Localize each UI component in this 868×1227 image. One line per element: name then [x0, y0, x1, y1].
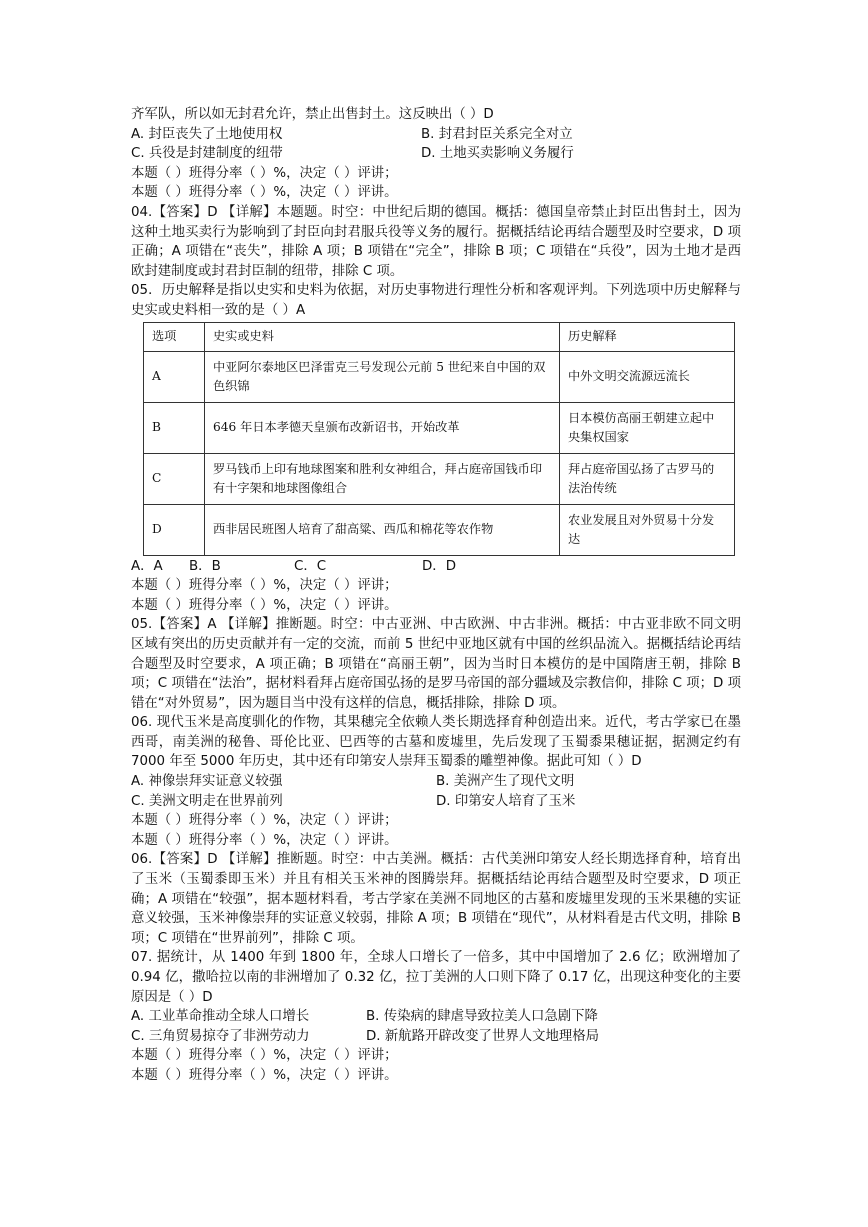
- q07-option-c: C. 三角贸易掠夺了非洲劳动力: [131, 1028, 310, 1044]
- q05-choice-c: C．C: [294, 558, 327, 574]
- q05-row-fact: 646 年日本孝德天皇颁布改新诏书，开始改革: [205, 402, 560, 453]
- q05-stem: 05．历史解释是指以史实和史料为依据，对历史事物进行理性分析和客观评判。下列选项中历史解释与史实或史料相一致的是（ ）A: [131, 283, 741, 318]
- q05-row-option: D: [144, 504, 205, 555]
- table-row: [144, 453, 735, 504]
- q05-row-fact: 西非居民班图人培育了甜高粱、西瓜和棉花等农作物: [205, 504, 560, 555]
- q04-option-c: C. 兵役是封建制度的纽带: [131, 146, 283, 162]
- document-page: [131, 105, 741, 1086]
- q06-stat-line-2: 本题（ ）班得分率（ ）%，决定（ ）评讲。: [131, 832, 398, 848]
- q06-stat-line-1: 本题（ ）班得分率（ ）%，决定（ ）评讲；: [131, 813, 398, 829]
- q07-stat-line-1: 本题（ ）班得分率（ ）%，决定（ ）评讲；: [131, 1048, 398, 1064]
- q05-choice-a: A．A: [131, 558, 163, 574]
- table-row: [144, 504, 735, 555]
- q04-option-b: B. 封君封臣关系完全对立: [421, 126, 573, 142]
- q04-options-row-2: [131, 144, 741, 164]
- q05-row-interp: 拜占庭帝国弘扬了古罗马的法治传统: [560, 453, 735, 504]
- q07-options-row-2: [131, 1027, 741, 1047]
- q06-option-a: A. 神像崇拜实证意义较强: [131, 774, 283, 790]
- q05-header-interp: 历史解释: [560, 322, 735, 351]
- q06-answer: 06.【答案】D 【详解】推断题。时空：中古美洲。概括：古代美洲印第安人经长期选择育种，培育出了玉米（玉蜀黍即玉米）并且有相关玉米神的图腾崇拜。据概括结论再结合题型及时空要求，D 项正确；A 项错在“较强”，据本题材料看，考古学家在美洲不同地区的古墓和废墟里发现的玉米果穗的实证意义较强，玉米神像崇拜的实证意义较弱，排除 A 项；B 项错在“现代”，从材料看是古代文明，排除 B 项；C 项错在“世界前列”，排除 C 项。: [131, 852, 741, 946]
- q05-row-interp: 农业发展且对外贸易十分发达: [560, 504, 735, 555]
- q04-stat-line-1: 本题（ ）班得分率（ ）%，决定（ ）评讲；: [131, 165, 398, 181]
- q06-options-row-2: [131, 792, 741, 812]
- q04-stat-line-2: 本题（ ）班得分率（ ）%，决定（ ）评讲。: [131, 185, 398, 201]
- q05-table-header-row: [144, 322, 735, 351]
- q05-row-fact: 罗马钱币上印有地球图案和胜利女神组合，拜占庭帝国钱币印有十字架和地球图像组合: [205, 453, 560, 504]
- q07-options-row-1: [131, 1007, 741, 1027]
- q06-stem: 06. 现代玉米是高度驯化的作物，其果穗完全依赖人类长期选择育种创造出来。近代，考古学家已在墨西哥，南美洲的秘鲁、哥伦比亚、巴西等的古墓和废墟里，先后发现了玉蜀黍果穗证据，据测定约有 7000 年至 5000 年历史，其中还有印第安人崇拜玉蜀黍的雕塑神像。据此可知（ ）D: [131, 715, 741, 770]
- q05-row-interp: 中外文明交流源远流长: [560, 351, 735, 402]
- q04-answer: 04.【答案】D 【详解】本题题。时空：中世纪后期的德国。概括：德国皇帝禁止封臣出售封土，因为这种土地买卖行为影响到了封臣向封君服兵役等义务的履行。据概括结论再结合题型及时空要求，D 项正确；A 项错在“丧失”，排除 A 项；B 项错在“完全”，排除 B 项；C 项错在“兵役”，因为土地才是西欧封建制度或封君封臣制的纽带，排除 C 项。: [131, 204, 741, 279]
- q05-choices: [131, 557, 741, 577]
- q07-stem: 07. 据统计，从 1400 年到 1800 年，全球人口增长了一倍多，其中中国增加了 2.6 亿；欧洲增加了 0.94 亿，撒哈拉以南的非洲增加了 0.32 亿，拉丁美洲的人口则下降了 0.17 亿，出现这种变化的主要原因是（ ）D: [131, 950, 741, 1005]
- q05-choice-b: B．B: [189, 558, 221, 574]
- q04-option-a: A. 封臣丧失了土地使用权: [131, 126, 283, 142]
- q04-stem-end: 齐军队，所以如无封君允许，禁止出售封土。这反映出（ ）D: [131, 107, 494, 122]
- q06-options-row-1: [131, 772, 741, 792]
- q07-option-d: D. 新航路开辟改变了世界人文地理格局: [366, 1028, 600, 1044]
- q05-stat-line-1: 本题（ ）班得分率（ ）%，决定（ ）评讲；: [131, 578, 398, 594]
- q05-stat-line-2: 本题（ ）班得分率（ ）%，决定（ ）评讲。: [131, 597, 398, 613]
- q05-header-fact: 史实或史料: [205, 322, 560, 351]
- q04-option-d: D. 土地买卖影响义务履行: [421, 146, 574, 162]
- q05-table: [143, 322, 735, 556]
- q05-row-option: C: [144, 453, 205, 504]
- q05-row-interp: 日本模仿高丽王朝建立起中央集权国家: [560, 402, 735, 453]
- q06-option-b: B. 美洲产生了现代文明: [436, 774, 575, 790]
- q05-choice-d: D．D: [422, 558, 457, 574]
- q05-row-fact: 中亚阿尔泰地区巴泽雷克三号发现公元前 5 世纪来自中国的双色织锦: [205, 351, 560, 402]
- q06-option-d: D. 印第安人培育了玉米: [436, 793, 576, 809]
- table-row: [144, 402, 735, 453]
- q05-header-option: 选项: [144, 322, 205, 351]
- q07-stat-line-2: 本题（ ）班得分率（ ）%，决定（ ）评讲。: [131, 1067, 398, 1083]
- q05-row-option: A: [144, 351, 205, 402]
- table-row: [144, 351, 735, 402]
- q05-row-option: B: [144, 402, 205, 453]
- q07-option-a: A. 工业革命推动全球人口增长: [131, 1009, 310, 1025]
- q04-options-row-1: [131, 125, 741, 145]
- q07-option-b: B. 传染病的肆虐导致拉美人口急剧下降: [366, 1009, 598, 1025]
- q05-answer: 05.【答案】A 【详解】推断题。时空：中古亚洲、中古欧洲、中古非洲。概括：中古亚非欧不同文明区域有突出的历史贡献并有一定的交流，而前 5 世纪中亚地区就有中国的丝织品流入。据概括结论再结合题型及时空要求，A 项正确；B 项错在“高丽王朝”，因为当时日本模仿的是中国隋唐王朝，排除 B 项；C 项错在“法治”，据材料看拜占庭帝国弘扬的是罗马帝国的部分疆域及宗教信仰，排除 C 项；D 项错在“对外贸易”，因为题目当中没有这样的信息，概括排除，排除 D 项。: [131, 617, 741, 711]
- q06-option-c: C. 美洲文明走在世界前列: [131, 793, 283, 809]
